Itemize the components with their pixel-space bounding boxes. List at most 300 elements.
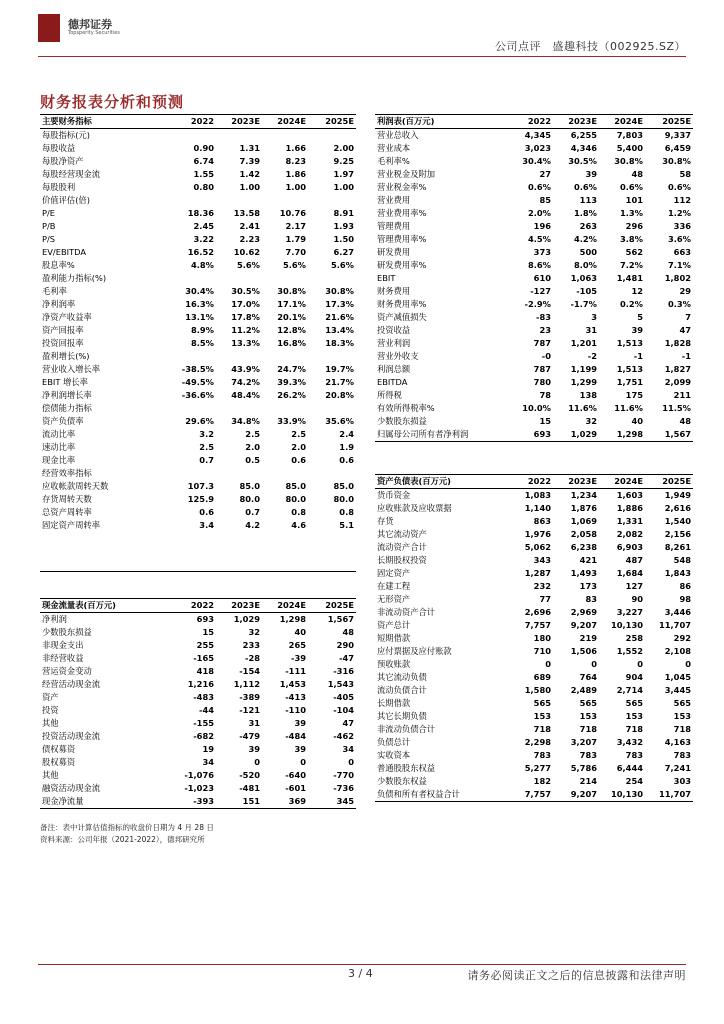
table-row (40, 350, 356, 363)
value-cell: -405 (333, 692, 354, 702)
value-cell: 6.27 (333, 247, 354, 257)
table-row (40, 756, 356, 769)
table-row (40, 363, 356, 376)
value-cell: -640 (285, 770, 306, 780)
value-cell: -44 (199, 705, 214, 715)
value-cell: 418 (196, 666, 214, 676)
table-row (40, 181, 356, 194)
table-row (40, 415, 356, 428)
value-cell: 9,207 (553, 788, 599, 802)
value-cell: 0 (637, 659, 643, 669)
value-cell: 1,199 (570, 364, 597, 374)
table-row (375, 723, 693, 736)
value-cell: 3,207 (570, 737, 597, 747)
value-cell: 30.8% (662, 156, 691, 166)
value-cell: 11.2% (231, 325, 260, 335)
value-cell: 565 (625, 698, 643, 708)
value-cell (216, 402, 262, 415)
value-cell: -36.6% (181, 390, 214, 400)
value-cell (216, 532, 262, 545)
value-cell: 1,299 (570, 377, 597, 387)
value-cell: 548 (673, 555, 691, 565)
value-cell: 39 (585, 169, 597, 179)
value-cell: 153 (579, 711, 597, 721)
row-label-cell: 价值评估(倍) (42, 195, 90, 205)
value-cell: 290 (336, 640, 354, 650)
value-cell: -393 (170, 795, 216, 809)
value-cell: 787 (533, 338, 551, 348)
value-cell: 35.6% (325, 416, 354, 426)
value-cell: 6,238 (570, 542, 597, 552)
value-cell: 31 (585, 325, 597, 335)
value-cell: 1,802 (664, 273, 691, 283)
value-cell: -389 (239, 692, 260, 702)
row-label-cell: 营业外收支 (377, 351, 419, 361)
value-cell: -1,076 (184, 770, 214, 780)
value-cell: 710 (533, 646, 551, 656)
value-cell: 13.4% (325, 325, 354, 335)
row-label-cell: 其他 (42, 770, 59, 780)
row-label-cell: P/S (42, 234, 56, 244)
value-cell: 8.9% (190, 325, 214, 335)
row-label-cell: 利润总额 (377, 364, 411, 374)
value-cell: 303 (673, 776, 691, 786)
value-cell: 2,714 (616, 685, 643, 695)
value-cell: 718 (673, 724, 691, 734)
row-label-cell: 每股指标(元) (42, 130, 90, 140)
value-cell: 1,603 (616, 490, 643, 500)
value-cell: 98 (679, 594, 691, 604)
table-row (375, 402, 693, 415)
value-cell: 12.8% (277, 325, 306, 335)
row-label-cell: 投资收益 (377, 325, 411, 335)
table-row (375, 788, 693, 802)
row-label-cell (40, 532, 170, 545)
table-row (40, 129, 356, 143)
value-cell: 783 (625, 750, 643, 760)
year-header-cell: 2024E (599, 475, 645, 489)
value-cell: 34.8% (231, 416, 260, 426)
value-cell: 11.5% (662, 403, 691, 413)
value-cell: 718 (625, 724, 643, 734)
row-label-cell (40, 558, 170, 572)
value-cell: 47 (679, 325, 691, 335)
value-cell: 1,298 (279, 614, 306, 624)
table-row (40, 652, 356, 665)
value-cell: 211 (673, 390, 691, 400)
value-cell: 6,459 (664, 143, 691, 153)
value-cell: 2,298 (524, 737, 551, 747)
value-cell: -39 (291, 653, 306, 663)
value-cell: 30.8% (614, 156, 643, 166)
value-cell: 6,255 (570, 130, 597, 140)
value-cell: 11,707 (645, 788, 693, 802)
table-title-cell: 资产负债表(百万元) (375, 475, 507, 489)
table-row (40, 220, 356, 233)
value-cell: 40 (631, 416, 643, 426)
value-cell: 296 (625, 221, 643, 231)
table-row (375, 736, 693, 749)
main-financial-indicators-table (40, 114, 356, 572)
year-header-cell: 2023E (216, 599, 262, 613)
value-cell: 11,707 (658, 620, 691, 630)
row-label-cell: 每股净资产 (42, 156, 84, 166)
row-label-cell: 少数股东损益 (377, 416, 427, 426)
value-cell: 8.91 (333, 208, 354, 218)
value-cell (170, 194, 216, 207)
value-cell: 258 (625, 633, 643, 643)
table-row (375, 129, 693, 143)
value-cell: 1,827 (664, 364, 691, 374)
value-cell: 85 (539, 195, 551, 205)
row-label-cell: 实收资本 (377, 750, 411, 760)
logo-text-cn: 德邦证券 (68, 18, 112, 31)
value-cell: -0 (541, 351, 551, 361)
value-cell: 783 (673, 750, 691, 760)
row-label-cell: 净利润 (42, 614, 67, 624)
row-label-cell: 少数股东损益 (42, 627, 92, 637)
value-cell: 2,489 (570, 685, 597, 695)
value-cell (308, 545, 356, 558)
value-cell: 904 (625, 672, 643, 682)
value-cell: 2.45 (193, 221, 214, 231)
table-row (375, 684, 693, 697)
value-cell: 787 (533, 364, 551, 374)
row-label-cell: 有效所得税率% (377, 403, 435, 413)
table-row (40, 324, 356, 337)
row-label-cell: 应付票据及应付账款 (377, 646, 452, 656)
table-row (40, 389, 356, 402)
row-label-cell: 盈利增长(%) (42, 351, 90, 361)
year-header-cell: 2023E (553, 475, 599, 489)
value-cell: 1,580 (524, 685, 551, 695)
value-cell: 7.2% (619, 260, 643, 270)
row-label-cell (40, 545, 170, 558)
value-cell: -484 (285, 731, 306, 741)
row-label-cell: 其他 (42, 718, 59, 728)
table-row (40, 168, 356, 181)
value-cell: 1,083 (524, 490, 551, 500)
value-cell: 1.3% (619, 208, 643, 218)
value-cell: 32 (585, 416, 597, 426)
value-cell: 610 (533, 273, 551, 283)
value-cell (262, 467, 308, 480)
table-title-cell: 利润表(百万元) (375, 115, 507, 129)
value-cell: 487 (625, 555, 643, 565)
value-cell: 182 (533, 776, 551, 786)
table-row (40, 717, 356, 730)
value-cell: 4.8% (190, 260, 214, 270)
row-label-cell: 非经营收益 (42, 653, 84, 663)
table-row (375, 710, 693, 723)
value-cell: 1.00 (239, 182, 260, 192)
table-row (40, 613, 356, 627)
value-cell: 16.8% (277, 338, 306, 348)
value-cell: -49.5% (181, 377, 214, 387)
value-cell: -1 (681, 351, 691, 361)
table-row (40, 298, 356, 311)
value-cell: 783 (579, 750, 597, 760)
value-cell: 214 (579, 776, 597, 786)
row-label-cell: 财务费用 (377, 286, 411, 296)
value-cell: 0.6% (667, 182, 691, 192)
value-cell: 39 (248, 744, 260, 754)
value-cell: 18.36 (187, 208, 214, 218)
value-cell: 1,567 (645, 428, 693, 442)
value-cell: 5,786 (570, 763, 597, 773)
value-cell: 43.9% (231, 364, 260, 374)
value-cell: 2.0 (245, 442, 260, 452)
table-row (40, 272, 356, 285)
row-label-cell: 其它流动负债 (377, 672, 427, 682)
value-cell: 30.4% (185, 286, 214, 296)
value-cell: 2,616 (664, 503, 691, 513)
row-label-cell: 资产 (42, 692, 59, 702)
row-label-cell: 其它流动资产 (377, 529, 427, 539)
value-cell: 3,227 (616, 607, 643, 617)
value-cell (308, 129, 356, 143)
value-cell: 345 (308, 795, 356, 809)
row-label-cell: 营业成本 (377, 143, 411, 153)
row-label-cell: 营业费用 (377, 195, 411, 205)
table-row (375, 350, 693, 363)
value-cell: 10,130 (599, 788, 645, 802)
table-row (375, 311, 693, 324)
table-row (40, 532, 356, 545)
value-cell: 1,029 (553, 428, 599, 442)
value-cell: 7.1% (667, 260, 691, 270)
table-header-row (375, 115, 693, 129)
value-cell: 9,337 (664, 130, 691, 140)
row-label-cell: EBIT (377, 273, 396, 283)
value-cell: 7,803 (616, 130, 643, 140)
value-cell: 23 (539, 325, 551, 335)
value-cell: 3,432 (616, 737, 643, 747)
row-label-cell: 资产负债率 (42, 416, 84, 426)
value-cell: 2.41 (239, 221, 260, 231)
row-label-cell: 负债总计 (377, 737, 411, 747)
value-cell: 783 (533, 750, 551, 760)
value-cell: 336 (673, 221, 691, 231)
table-row (40, 233, 356, 246)
value-cell: 0 (545, 659, 551, 669)
table-row (375, 285, 693, 298)
row-label-cell: 营业费用率% (377, 208, 427, 218)
value-cell: 2.5 (199, 442, 214, 452)
value-cell: 10.76 (279, 208, 306, 218)
value-cell: 33.9% (277, 416, 306, 426)
value-cell: 4.2% (573, 234, 597, 244)
year-header-cell: 2025E (308, 115, 356, 129)
value-cell (216, 558, 262, 572)
table-row (375, 697, 693, 710)
row-label-cell: 长期借款 (377, 698, 411, 708)
value-cell: 1,513 (616, 364, 643, 374)
row-label-cell: 非现金支出 (42, 640, 84, 650)
row-label-cell: 股权募资 (42, 757, 76, 767)
value-cell: 0.80 (193, 182, 214, 192)
value-cell: -2.9% (524, 299, 551, 309)
value-cell: 1,843 (664, 568, 691, 578)
row-label-cell: 短期借款 (377, 633, 411, 643)
row-label-cell: 营业利润 (377, 338, 411, 348)
value-cell: 263 (579, 221, 597, 231)
row-label-cell: P/B (42, 221, 56, 231)
table-row (375, 567, 693, 580)
table-row (375, 246, 693, 259)
row-label-cell: 非流动负债合计 (377, 724, 436, 734)
value-cell: 3.2 (199, 429, 214, 439)
value-cell (170, 350, 216, 363)
value-cell: 3.8% (619, 234, 643, 244)
table-header-row (375, 475, 693, 489)
value-cell: 1.93 (333, 221, 354, 231)
row-label-cell: 管理费用 (377, 221, 411, 231)
value-cell: 2,108 (664, 646, 691, 656)
value-cell: 196 (533, 221, 551, 231)
table-row (375, 298, 693, 311)
value-cell: 718 (533, 724, 551, 734)
row-label-cell: 经营效率指标 (42, 468, 92, 478)
table-row (375, 233, 693, 246)
row-label-cell: 应收账款及应收票据 (377, 503, 452, 513)
table-row (375, 658, 693, 671)
value-cell: 565 (579, 698, 597, 708)
value-cell: 7,757 (507, 788, 553, 802)
value-cell: 6.74 (193, 156, 214, 166)
value-cell: 1,976 (524, 529, 551, 539)
table-row (375, 337, 693, 350)
value-cell: 1.00 (285, 182, 306, 192)
value-cell: 5.1 (339, 520, 354, 530)
table-header-row (40, 115, 356, 129)
value-cell: 180 (533, 633, 551, 643)
value-cell: 369 (262, 795, 308, 809)
value-cell: 34 (342, 744, 354, 754)
row-label-cell: 货币资金 (377, 490, 411, 500)
table-row (375, 428, 693, 442)
table-row (40, 506, 356, 519)
value-cell: 8.5% (190, 338, 214, 348)
value-cell: 2.17 (285, 221, 306, 231)
value-cell: 101 (625, 195, 643, 205)
value-cell: -104 (333, 705, 354, 715)
balance-sheet-table (375, 474, 693, 802)
value-cell: -682 (193, 731, 214, 741)
table-row (40, 142, 356, 155)
value-cell: 0.7 (245, 507, 260, 517)
value-cell: 5 (637, 312, 643, 322)
table-row (40, 467, 356, 480)
value-cell: 20.8% (325, 390, 354, 400)
table-row (40, 678, 356, 691)
value-cell: 8.0% (573, 260, 597, 270)
value-cell: 0 (591, 659, 597, 669)
value-cell: 10.0% (522, 403, 551, 413)
value-cell: 0.5 (245, 455, 260, 465)
value-cell: 5,277 (524, 763, 551, 773)
table-row (375, 142, 693, 155)
value-cell: 565 (673, 698, 691, 708)
value-cell: 1.2% (667, 208, 691, 218)
value-cell: 9,207 (570, 620, 597, 630)
table-row (40, 337, 356, 350)
table-row (40, 428, 356, 441)
value-cell: 1,493 (570, 568, 597, 578)
value-cell: 5,400 (616, 143, 643, 153)
value-cell: 1.8% (573, 208, 597, 218)
value-cell: 7.39 (239, 156, 260, 166)
row-label-cell: 无形资产 (377, 594, 411, 604)
page-header (0, 0, 724, 60)
value-cell: 10,130 (610, 620, 643, 630)
value-cell (308, 402, 356, 415)
value-cell: 1.42 (239, 169, 260, 179)
value-cell: -479 (239, 731, 260, 741)
row-label-cell: 投资 (42, 705, 59, 715)
row-label-cell: 营业税金率% (377, 182, 427, 192)
value-cell: 0.3% (667, 299, 691, 309)
value-cell: 173 (579, 581, 597, 591)
row-label-cell: 速动比率 (42, 442, 76, 452)
value-cell: 9.25 (333, 156, 354, 166)
value-cell: 27 (539, 169, 551, 179)
value-cell: 83 (585, 594, 597, 604)
row-label-cell: 每股收益 (42, 143, 76, 153)
value-cell: 85.0 (333, 481, 354, 491)
value-cell: -105 (576, 286, 597, 296)
row-label-cell: 总资产周转率 (42, 507, 92, 517)
value-cell: 90 (631, 594, 643, 604)
value-cell (170, 545, 216, 558)
value-cell: 0 (348, 757, 354, 767)
value-cell: 2,696 (524, 607, 551, 617)
value-cell: 6,903 (616, 542, 643, 552)
value-cell: 30.4% (522, 156, 551, 166)
table-row (375, 619, 693, 632)
value-cell: 3 (591, 312, 597, 322)
year-header-cell: 2023E (216, 115, 262, 129)
value-cell: -1 (633, 351, 643, 361)
table-row (40, 285, 356, 298)
value-cell: 693 (196, 614, 214, 624)
value-cell: -413 (285, 692, 306, 702)
row-label-cell: 其它长期负债 (377, 711, 427, 721)
value-cell: 0.2% (619, 299, 643, 309)
table-row (40, 743, 356, 756)
value-cell: -165 (193, 653, 214, 663)
value-cell: 1,886 (616, 503, 643, 513)
row-label-cell: P/E (42, 208, 56, 218)
value-cell: 77 (539, 594, 551, 604)
value-cell: 0 (254, 757, 260, 767)
value-cell: 1,552 (616, 646, 643, 656)
value-cell (308, 350, 356, 363)
value-cell: 1,543 (327, 679, 354, 689)
row-label-cell: 普通股股东权益 (377, 763, 436, 773)
value-cell: 13.1% (185, 312, 214, 322)
value-cell: 1.9 (339, 442, 354, 452)
row-label-cell: 每股股利 (42, 182, 76, 192)
value-cell: 1,234 (570, 490, 597, 500)
table-row (40, 704, 356, 717)
table-row (375, 762, 693, 775)
value-cell: 40 (294, 627, 306, 637)
value-cell: 6,444 (616, 763, 643, 773)
value-cell: 0.7 (199, 455, 214, 465)
value-cell: -2 (587, 351, 597, 361)
value-cell: 1.79 (285, 234, 306, 244)
